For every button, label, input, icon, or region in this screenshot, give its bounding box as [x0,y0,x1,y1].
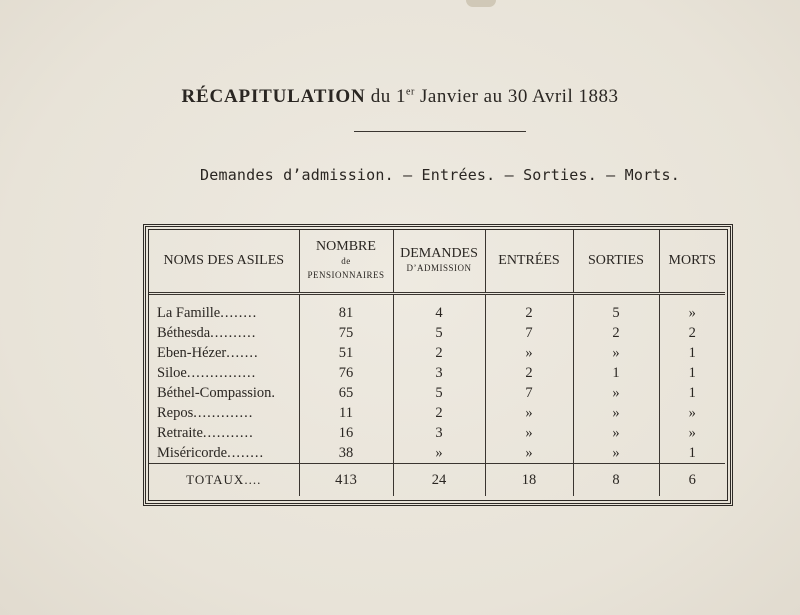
total-entrees: 18 [485,464,573,497]
recap-table [149,230,725,496]
header-morts: MORTS [659,230,725,294]
table-row: Miséricorde........ 38 » » » 1 [149,443,725,464]
title-main: RÉCAPITULATION [181,86,366,107]
title-rest-2: Janvier au 30 Avril 1883 [414,86,619,107]
header-demandes: DEMANDES D’ADMISSION [393,230,485,294]
header-sorties: SORTIES [573,230,659,294]
table-row: Retraite........... 16 3 » » » [149,423,725,443]
table-body [149,294,725,497]
table-row: Eben-Hézer....... 51 2 » » 1 [149,343,725,363]
tape-fragment [466,0,496,7]
document-title [0,86,800,108]
header-noms: NOMS DES ASILES [149,230,299,294]
table-row: Repos............. 11 2 » » » [149,403,725,423]
document-subtitle: Demandes d’admission. – Entrées. – Sorties. – Morts. [200,166,680,184]
title-superscript: er [406,86,415,98]
title-divider [354,131,526,132]
table-row: La Famille........ 81 4 2 5 » [149,294,725,324]
table-frame [143,224,733,506]
header-entrees: ENTRÉES [485,230,573,294]
table-row: Béthesda.......... 75 5 7 2 2 [149,323,725,343]
table-row: Béthel-Compassion. 65 5 7 » 1 [149,383,725,403]
total-demandes: 24 [393,464,485,497]
table-header-row [149,230,725,294]
totals-row [149,464,725,497]
total-pensionnaires: 413 [299,464,393,497]
table-row: Siloe............... 76 3 2 1 1 [149,363,725,383]
total-morts: 6 [659,464,725,497]
title-rest-1: du 1 [365,86,406,107]
totals-label: TOTAUX.... [149,464,299,497]
header-pensionnaires: NOMBRE de PENSIONNAIRES [299,230,393,294]
total-sorties: 8 [573,464,659,497]
